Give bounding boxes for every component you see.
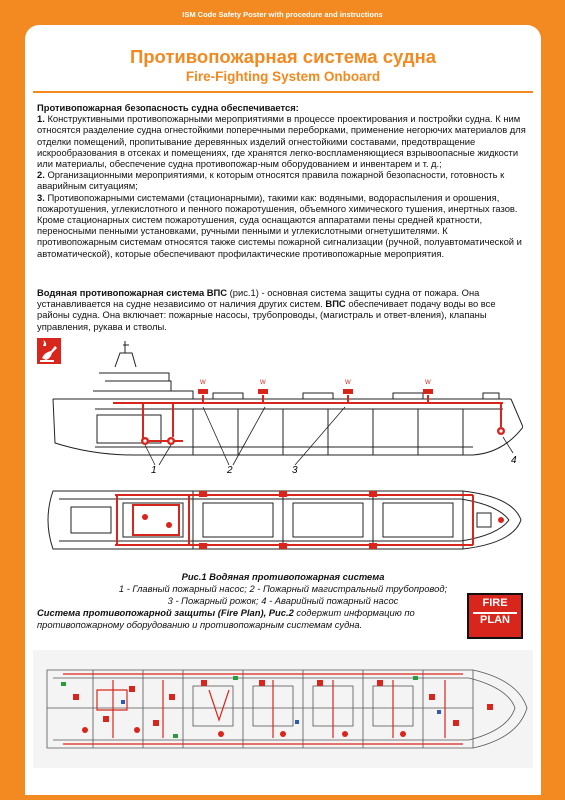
fire-plan-drawing — [33, 650, 533, 768]
water-system-paragraph: Водяная противопожарная система ВПС (рис.1) - основная система защиты судна от пожара. Она устанавливается на судне независимо от наличия других систем. ВПС обеспечивает подачу воды во все районы судна. Она включает: пожарные насосы, трубопроводы, (магистраль и ответ-вления), клапаны управления, рукава и стволы. — [37, 287, 496, 332]
safety-item-1: 1. Конструктивными противопожарными мероприятиями в процессе проектирования и постройки судна. К ним относятся разделение судна огнестойкими поперечными переборками, применение негорючих материалов для отделки помещений, пропитывание деревянных изделий огнестойкими составами, предотвращение искрообразования в отсеках и помещениях, где хранятся легко-воспламеняющиеся взрывоопасные жидкости или материалы, обеспечение судна противопожар-ным оборудованием и инвентарем и т. д.; — [37, 113, 526, 170]
callout-3: 3 — [292, 465, 298, 476]
callout-1: 1 — [151, 465, 157, 476]
svg-text:W: W — [425, 380, 431, 386]
svg-text:W: W — [260, 380, 266, 386]
poster-sheet — [25, 25, 541, 795]
title-divider — [33, 91, 533, 93]
svg-text:W: W — [345, 380, 351, 386]
fire-plan-badge-word-2: PLAN — [480, 614, 510, 626]
fire-plan-badge-word-1: FIRE — [482, 597, 508, 609]
fire-plan-badge — [467, 593, 523, 639]
poster-series-label: ISM Code Safety Poster with procedure and instructions — [182, 10, 383, 19]
figure-1-title: Рис.1 Водяная противопожарная система — [181, 571, 385, 582]
figure-1-legend-line-2: 3 - Пожарный рожок; 4 - Аварийный пожарный насос — [167, 595, 399, 606]
ship-side-view-diagram — [33, 337, 523, 467]
callout-2: 2 — [227, 465, 233, 476]
safety-item-2: 2. Организационными мероприятиями, к которым относятся правила пожарной безопасности, готовность к аварийным ситуациям; — [37, 169, 505, 192]
figure-1-legend-line-1: 1 - Главный пожарный насос; 2 - Пожарный магистральный трубопровод; — [118, 583, 448, 594]
safety-heading: Противопожарная безопасность судна обеспечивается: — [37, 102, 299, 113]
safety-section — [37, 102, 527, 259]
callout-4: 4 — [511, 455, 517, 466]
page-subtitle: Fire-Fighting System Onboard — [185, 69, 381, 84]
fire-plan-paragraph: Система противопожарной защиты (Fire Plan), Рис.2 содержит информацию по противопожарному оборудованию и противопожарным системам судна. — [37, 607, 415, 630]
safety-item-3: 3. Противопожарными системами (стационарными), такими как: водяными, водораспыления и орошения, пожаротушения, углекислотного и пенного пожаротушения, объемного химического тушения, инертных газов. Кроме стационарных систем пожаротушения, суда оснащаются аппаратами пены средней кратности, переносными пенными установками, ручными пенными и углекислотными огнетушителями. К противопожарным системам относятся также системы пожарной сигнализации (ручной, полуавтоматической и автоматической), которые обеспечивают профилактические противопожарные мероприятия. — [37, 191, 522, 259]
page-title: Противопожарная система судна — [129, 46, 437, 67]
svg-text:W: W — [200, 380, 206, 386]
water-system-section — [37, 287, 527, 332]
ship-plan-view-diagram — [33, 477, 523, 563]
